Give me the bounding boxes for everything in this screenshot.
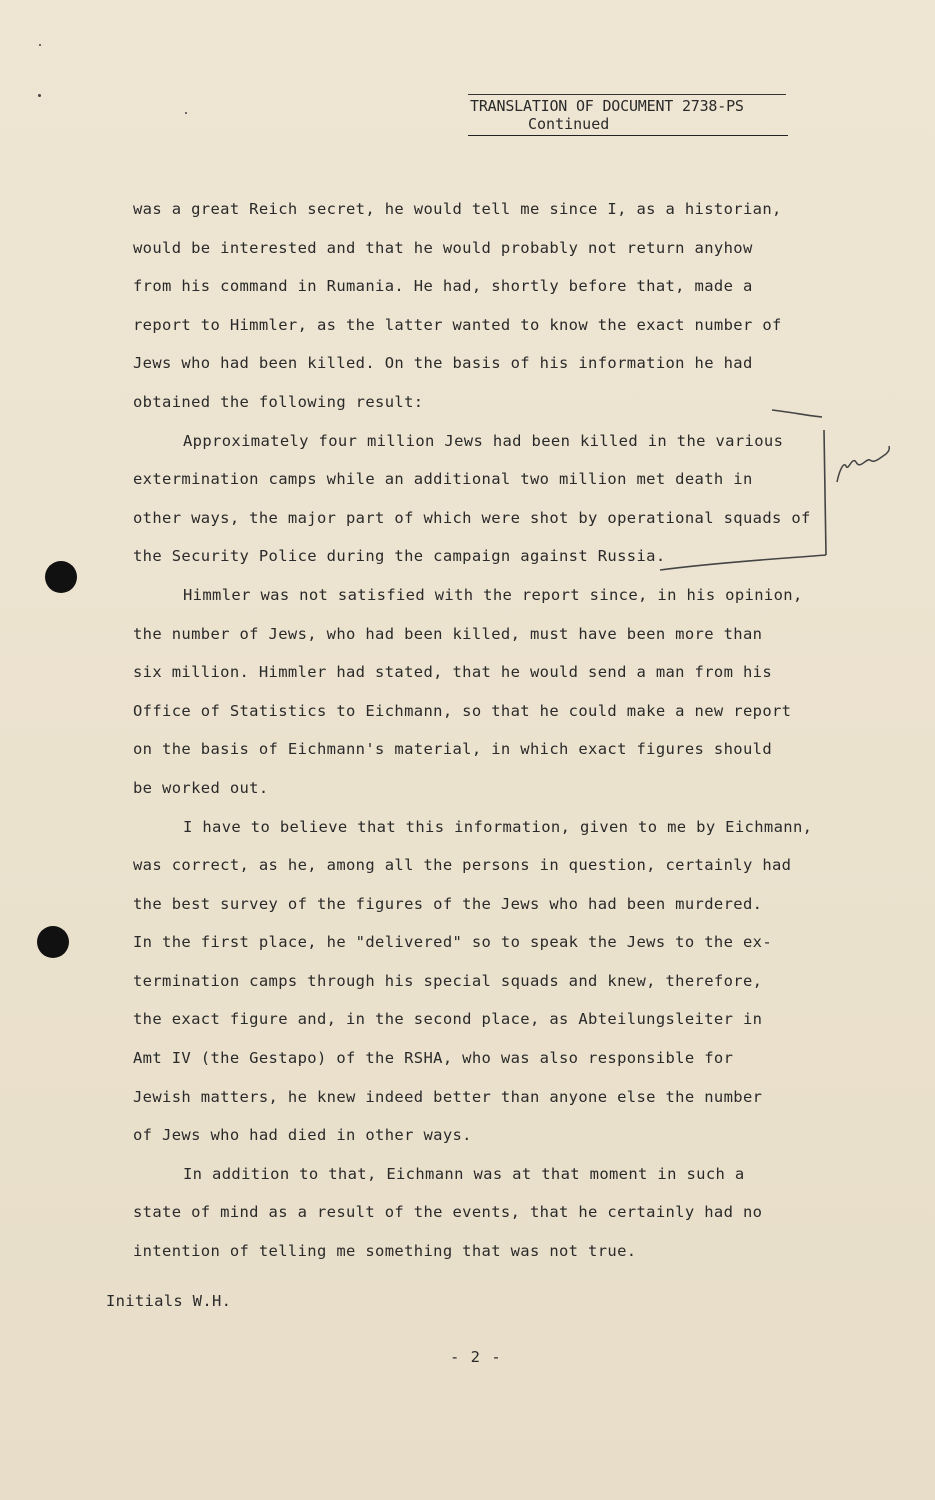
text-line: Amt IV (the Gestapo) of the RSHA, who was also responsible for bbox=[133, 1049, 734, 1068]
text-line: Jewish matters, he knew indeed better than anyone else the number bbox=[133, 1087, 763, 1106]
paper-speck bbox=[38, 94, 41, 97]
text-line: the exact figure and, in the second place, as Abteilungsleiter in bbox=[133, 1010, 763, 1029]
punch-hole bbox=[45, 561, 77, 593]
text-line: six million. Himmler had stated, that he would send a man from his bbox=[133, 663, 772, 682]
paragraph bbox=[133, 808, 823, 1155]
text-line: would be interested and that he would probably not return anyhow bbox=[133, 238, 753, 257]
text-line: Himmler was not satisfied with the report since, in his opinion, bbox=[183, 585, 803, 604]
text-line: termination camps through his special squads and knew, therefore, bbox=[133, 971, 763, 990]
text-line: state of mind as a result of the events, that he certainly had no bbox=[133, 1203, 763, 1222]
text-line: the number of Jews, who had been killed, must have been more than bbox=[133, 624, 763, 643]
text-line: extermination camps while an additional two million met death in bbox=[133, 470, 753, 489]
text-line: the best survey of the figures of the Jews who had been murdered. bbox=[133, 894, 763, 913]
text-line: obtained the following result: bbox=[133, 392, 424, 411]
paragraph bbox=[133, 1155, 823, 1271]
text-line: In the first place, he "delivered" so to speak the Jews to the ex- bbox=[133, 933, 772, 952]
text-line: the Security Police during the campaign against Russia. bbox=[133, 547, 666, 566]
document-title: TRANSLATION OF DOCUMENT 2738-PS bbox=[470, 97, 744, 115]
text-line: intention of telling me something that was not true. bbox=[133, 1242, 637, 1261]
paper-speck bbox=[39, 44, 41, 46]
text-line: other ways, the major part of which were shot by operational squads of bbox=[133, 508, 811, 527]
paragraph bbox=[133, 190, 823, 422]
text-line: was a great Reich secret, he would tell me since I, as a historian, bbox=[133, 200, 782, 218]
page-number: - 2 - bbox=[450, 1348, 502, 1366]
header-bottom-rule bbox=[468, 135, 788, 136]
text-line: Office of Statistics to Eichmann, so that he could make a new report bbox=[133, 701, 792, 720]
text-line: report to Himmler, as the latter wanted to know the exact number of bbox=[133, 315, 782, 334]
text-line: was correct, as he, among all the persons in question, certainly had bbox=[133, 856, 792, 875]
handwritten-mark bbox=[837, 446, 889, 482]
punch-hole bbox=[37, 926, 69, 958]
text-line: from his command in Rumania. He had, shortly before that, made a bbox=[133, 277, 753, 296]
text-line: be worked out. bbox=[133, 778, 269, 797]
document-subtitle: Continued bbox=[528, 115, 610, 133]
header-top-rule bbox=[468, 94, 786, 95]
handwritten-bracket-annotation bbox=[660, 400, 910, 590]
document-body bbox=[133, 190, 823, 1271]
text-line: In addition to that, Eichmann was at that moment in such a bbox=[183, 1164, 745, 1183]
text-line: of Jews who had died in other ways. bbox=[133, 1126, 472, 1145]
paper-speck bbox=[185, 112, 187, 114]
text-line: Approximately four million Jews had been killed in the various bbox=[183, 431, 784, 450]
text-line: I have to believe that this information, given to me by Eichmann, bbox=[183, 817, 813, 836]
text-line: on the basis of Eichmann's material, in which exact figures should bbox=[133, 740, 772, 759]
initials-signature: Initials W.H. bbox=[106, 1292, 232, 1310]
bracket-underline-stroke bbox=[660, 555, 826, 570]
bracket-vertical-stroke bbox=[824, 430, 826, 555]
bracket-top-stroke bbox=[772, 410, 822, 417]
text-line: Jews who had been killed. On the basis of his information he had bbox=[133, 354, 753, 373]
paragraph bbox=[133, 576, 823, 808]
